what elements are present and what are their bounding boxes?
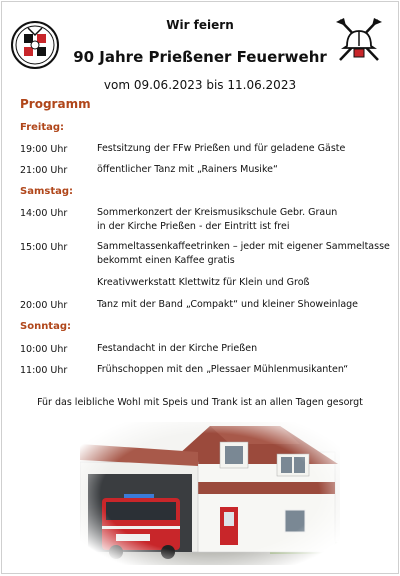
page-title: 90 Jahre Prießener Feuerwehr bbox=[73, 48, 327, 66]
event-time: 10:00 Uhr bbox=[20, 344, 68, 355]
event-time: 11:00 Uhr bbox=[20, 365, 68, 376]
event-desc: Kreativwerkstatt Klettwitz für Klein und Groß bbox=[97, 277, 310, 288]
event-time: 21:00 Uhr bbox=[20, 165, 68, 176]
program-title: Programm bbox=[20, 97, 91, 111]
day-sunday: Sonntag: bbox=[20, 321, 71, 332]
fire-station-photo bbox=[80, 422, 340, 565]
event-desc: Sommerkonzert der Kreismusikschule Gebr. Graun in der Kirche Prießen - der Eintritt ist frei bbox=[97, 207, 338, 232]
day-friday: Freitag: bbox=[20, 122, 65, 133]
event-time: 15:00 Uhr bbox=[20, 242, 68, 253]
event-desc: Festsitzung der FFw Prießen und für geladene Gäste bbox=[97, 143, 346, 154]
date-range: vom 09.06.2023 bis 11.06.2023 bbox=[103, 78, 297, 92]
event-desc: Frühschoppen mit den „Plessaer Mühlenmusikanten“ bbox=[97, 364, 349, 375]
event-time: 20:00 Uhr bbox=[20, 300, 68, 311]
event-desc: Sammeltassenkaffeetrinken – jeder mit eigener Sammeltasse bekommt einen Kaffee gratis bbox=[97, 241, 390, 266]
event-desc: Tanz mit der Band „Compakt“ und kleiner Showeinlage bbox=[97, 299, 359, 310]
header-line-1: Wir feiern bbox=[166, 18, 234, 32]
event-desc: Festandacht in der Kirche Prießen bbox=[97, 343, 258, 354]
flyer-page bbox=[1, 1, 399, 574]
day-saturday: Samstag: bbox=[20, 186, 74, 197]
event-desc: öffentlicher Tanz mit „Rainers Musike“ bbox=[97, 164, 278, 175]
event-time: 19:00 Uhr bbox=[20, 144, 68, 155]
event-time: 14:00 Uhr bbox=[20, 208, 68, 219]
footer-note: Für das leibliche Wohl mit Speis und Trank ist an allen Tagen gesorgt bbox=[37, 397, 363, 408]
